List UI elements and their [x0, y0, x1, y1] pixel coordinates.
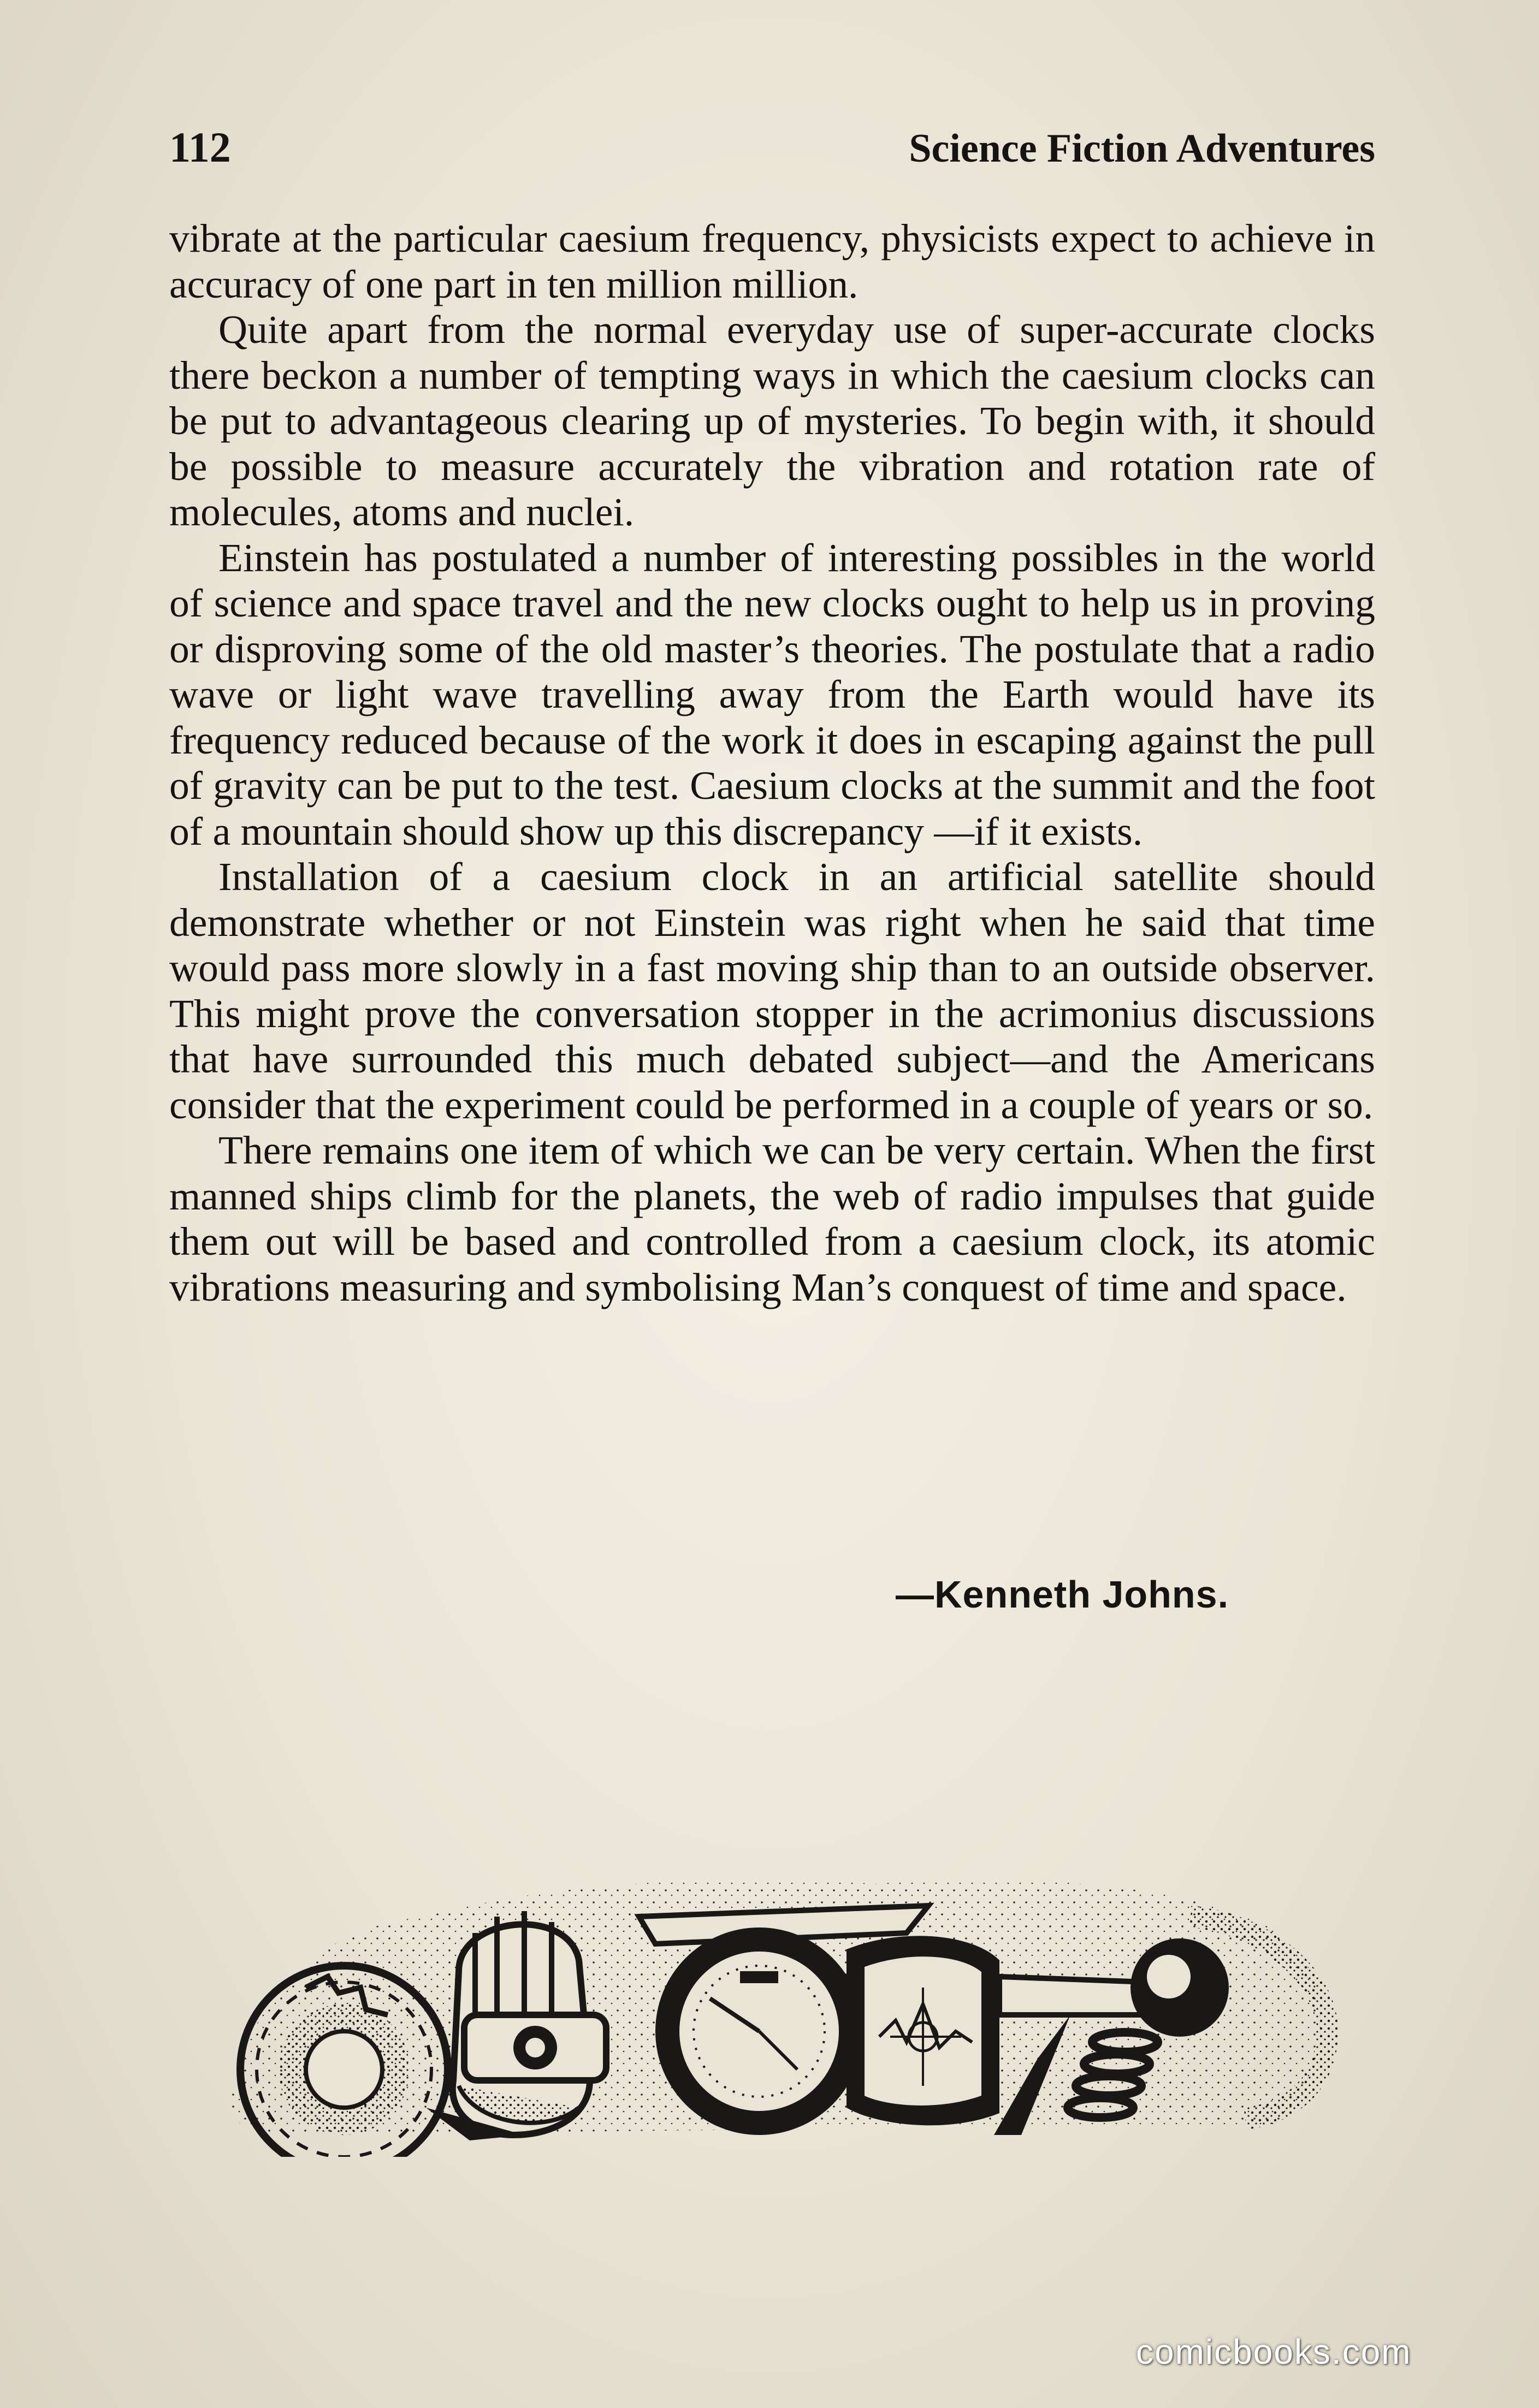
running-title: Science Fiction Adventures [909, 126, 1375, 171]
watermark: comicbooks.com [1136, 2332, 1412, 2371]
author-byline: —Kenneth Johns. [896, 1573, 1229, 1616]
paragraph-4: Installation of a caesium clock in an artificial satellite should demonstrate whether or not Einstein was right when he said that time would pass more slowly in a fast moving ship than to an outside observer. This might prove the conversation stopper in the acrimonius discussions that have surrounded this much debated subject—and the Americans consider that the experiment could be performed in a couple of years or so. [169, 855, 1375, 1127]
paragraph-1: vibrate at the particular caesium frequency, physicists expect to achieve in accuracy of one part in ten million million. [169, 216, 1375, 306]
article-body [169, 216, 1375, 1310]
paragraph-2: Quite apart from the normal everyday use of super-accurate clocks there beckon a number of tempting ways in which the caesium clocks can be put to advantageous clearing up of mysteries. To begin with, it should be possible to measure accurately the vibration and rotation rate of molecules, atoms and nuclei. [169, 307, 1375, 534]
oscilloscope-screen-icon [847, 1936, 999, 2125]
paragraph-3: Einstein has postulated a number of interesting possibles in the world of science and space travel and the new clocks ought to help us in proving or disproving some of the old master’s theories. The postulate that a radio wave or light wave travelling away from the Earth would have its frequency reduced because of the work it does in escaping against the pull of gravity can be put to the test. Caesium clocks at the summit and the foot of a mountain should show up this discrepancy —if it exists. [169, 535, 1375, 853]
page-header [169, 123, 1375, 177]
page-number: 112 [169, 123, 231, 171]
space-machinery-illustration-icon [218, 1851, 1343, 2157]
paragraph-5: There remains one item of which we can be very certain. When the first manned ships climb for the planets, the web of radio impulses that guide them out will be based and controlled from a caesium clock, its atomic vibrations measuring and symbolising Man’s conquest of time and space. [169, 1128, 1375, 1309]
